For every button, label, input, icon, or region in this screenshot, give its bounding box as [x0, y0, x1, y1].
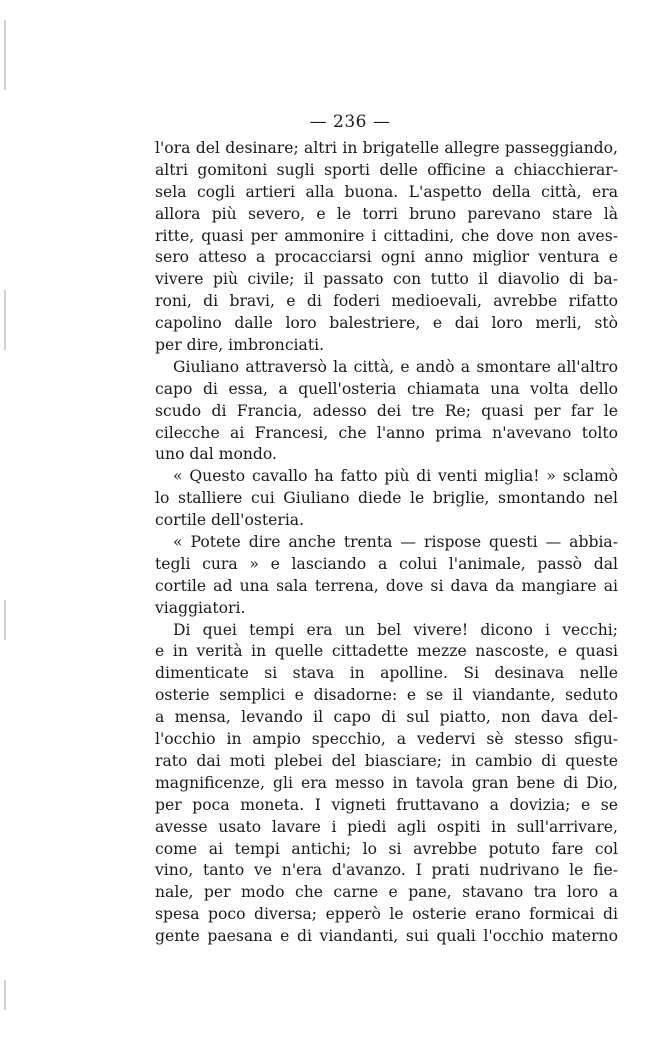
text-line: viaggiatori. — [155, 598, 246, 617]
scan-edge-mark — [4, 20, 6, 90]
text-line: sela cogli artieri alla buona. L'aspetto della città, era — [155, 182, 618, 201]
text-line: Di quei tempi era un bel vivere! dicono i vecchi; — [173, 620, 618, 639]
text-line: altri gomitoni sugli sporti delle officine a chiacchierar- — [155, 160, 618, 179]
text-line: scudo di Francia, adesso dei tre Re; quasi per far le — [155, 401, 618, 420]
scan-edge-mark — [4, 600, 6, 640]
text-line: allora più severo, e le torri bruno parevano stare là — [155, 204, 618, 223]
text-line: l'ora del desinare; altri in brigatelle allegre passeggiando, — [155, 139, 618, 157]
paragraph — [155, 532, 618, 620]
text-line: cilecche ai Francesi, che l'anno prima n'avevano tolto — [155, 423, 618, 442]
paragraph — [155, 620, 618, 948]
body-text — [155, 138, 618, 948]
text-line: come ai tempi antichi; lo si avrebbe potuto fare col — [155, 839, 618, 858]
text-line: cortile dell'osteria. — [155, 511, 305, 530]
text-line: sero atteso a procacciarsi ogni anno miglior ventura e — [155, 248, 618, 267]
text-line: « Potete dire anche trenta — rispose questi — abbia- — [173, 533, 618, 552]
paragraph — [155, 466, 618, 532]
text-line: a mensa, levando il capo di sul piatto, non dava del- — [155, 708, 618, 727]
text-line: uno dal mondo. — [155, 445, 277, 464]
text-line: capolino dalle loro balestriere, e dai loro merli, stò — [155, 314, 618, 333]
text-line: per poca moneta. I vigneti fruttavano a dovizia; e se — [155, 795, 618, 814]
text-line: capo di essa, a quell'osteria chiamata una volta dello — [155, 379, 618, 398]
text-line: cortile ad una sala terrena, dove si dava da mangiare ai — [155, 576, 618, 595]
text-line: spesa poco diversa; epperò le osterie erano formicai di — [155, 905, 618, 924]
text-line: « Questo cavallo ha fatto più di venti miglia! » sclamò — [173, 467, 618, 486]
text-line: e in verità in quelle cittadette mezze nascoste, e quasi — [155, 642, 618, 661]
text-line: l'occhio in ampio specchio, a vedervi sè stesso sfigu- — [155, 730, 618, 749]
text-line: roni, di bravi, e di foderi medioevali, avrebbe rifatto — [155, 292, 618, 311]
text-line: osterie semplici e disadorne: e se il viandante, seduto — [155, 686, 618, 705]
text-line: nale, per modo che carne e pane, stavano tra loro a — [155, 883, 618, 902]
text-line: lo stalliere cui Giuliano diede le briglie, smontando nel — [155, 489, 618, 508]
scan-edge-mark — [4, 980, 6, 1010]
page-number: — 236 — — [309, 112, 391, 132]
text-line: ritte, quasi per ammonire i cittadini, che dove non aves- — [155, 226, 618, 245]
text-line: gente paesana e di viandanti, sui quali l'occhio materno — [155, 927, 618, 946]
text-line: tegli cura » e lasciando a colui l'animale, passò dal — [155, 554, 618, 573]
text-line: vivere più civile; il passato con tutto il diavolio di ba- — [155, 270, 618, 289]
text-line: magnificenze, gli era messo in tavola gran bene di Dio, — [155, 773, 618, 792]
text-line: avesse usato lavare i piedi agli ospiti in sull'arrivare, — [155, 817, 618, 836]
paragraph — [155, 357, 618, 466]
text-line: Giuliano attraversò la città, e andò a smontare all'altro — [173, 357, 618, 376]
text-line: per dire, imbronciati. — [155, 336, 325, 355]
paragraph — [155, 138, 618, 357]
text-line: vino, tanto ve n'era d'avanzo. I prati nudrivano le fie- — [155, 861, 618, 880]
text-line: dimenticate si stava in apolline. Si desinava nelle — [155, 664, 618, 683]
scan-edge-mark — [4, 290, 6, 350]
text-line: rato dai moti plebei del biasciare; in cambio di queste — [155, 751, 618, 770]
